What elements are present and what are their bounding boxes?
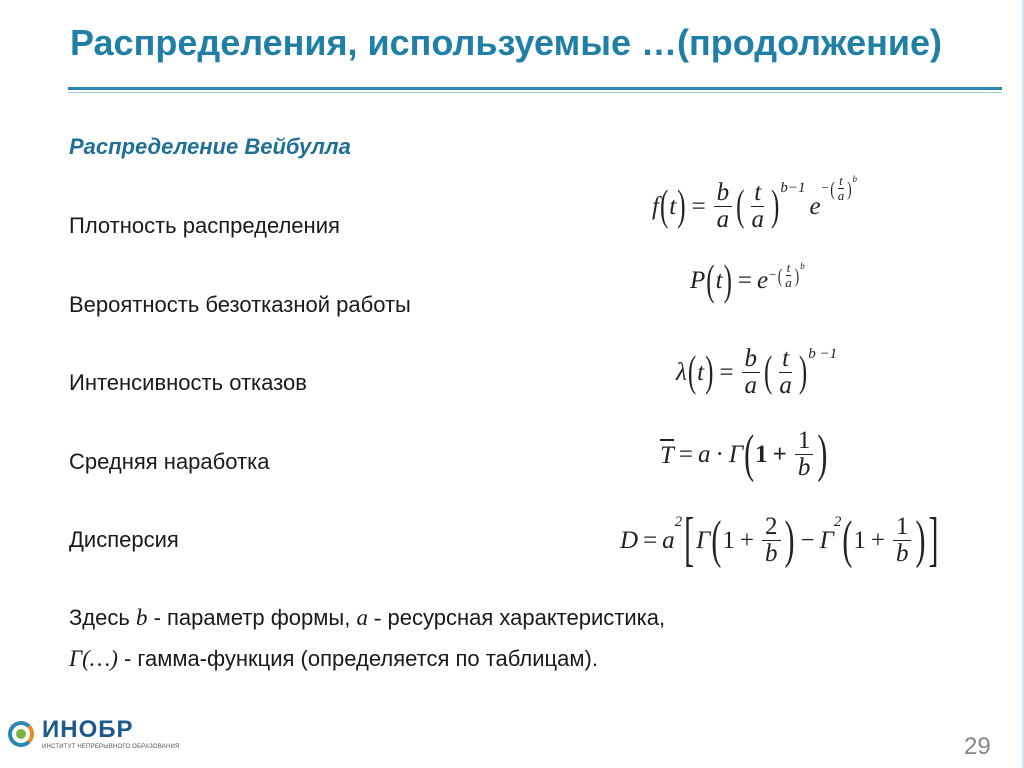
failure-rate-formula: λ ( t ) = $\frac{b}{a}$ ( $\frac{t}{a}$ ) b −1 [676, 345, 838, 400]
slide-title: Распределения, используемые …(продолжение) [70, 22, 942, 63]
variance-formula: D = a 2 [ Γ ( 1 + $\frac{2}{b}$ ) − Γ 2 ( 1 + $\frac{1}{b}$ ) ] [620, 506, 939, 573]
logo-subtitle: ИНСТИТУТ НЕПРЕРЫВНОГО ОБРАЗОВАНИЯ [42, 744, 180, 750]
density-label: Плотность распределения [69, 213, 340, 238]
reliability-label: Вероятность безотказной работы [69, 292, 411, 317]
logo-mark-icon [6, 719, 36, 749]
note-shape-param: - параметр формы, [153, 605, 351, 630]
symbol-a: a - [356, 605, 382, 630]
density-formula: f ( t ) = $\frac{b}{a}$ ( $\frac{t}{a}$ ) b−1 e − ( $\frac{t}{a}$ ) b [652, 173, 858, 234]
page-number: 29 [964, 733, 991, 760]
note-line-1 [69, 605, 665, 631]
symbol-b: b [135, 605, 148, 630]
mean-label: Средняя наработка [69, 449, 270, 474]
note-prefix: Здесь [69, 605, 130, 630]
reliability-formula: P ( t ) = e − ( $\frac{t}{a}$ ) b [690, 257, 805, 305]
note-gamma-function: - гамма-функция (определяется по таблицам). [123, 646, 598, 671]
mean-formula: T = a · Γ ( 1 + $\frac{1}{b}$ ) [660, 425, 828, 483]
logo-name: ИНОБР [42, 716, 134, 743]
symbol-gamma: Г(…) [69, 646, 118, 671]
title-underline-thin [68, 92, 1002, 93]
failure-rate-label: Интенсивность отказов [69, 370, 307, 395]
title-underline [68, 87, 1002, 90]
inobr-logo [6, 718, 180, 750]
note-resource: ресурсная характеристика, [387, 605, 666, 630]
note-line-2 [69, 646, 598, 672]
section-subtitle: Распределение Вейбулла [69, 134, 351, 159]
variance-label: Дисперсия [69, 527, 179, 552]
